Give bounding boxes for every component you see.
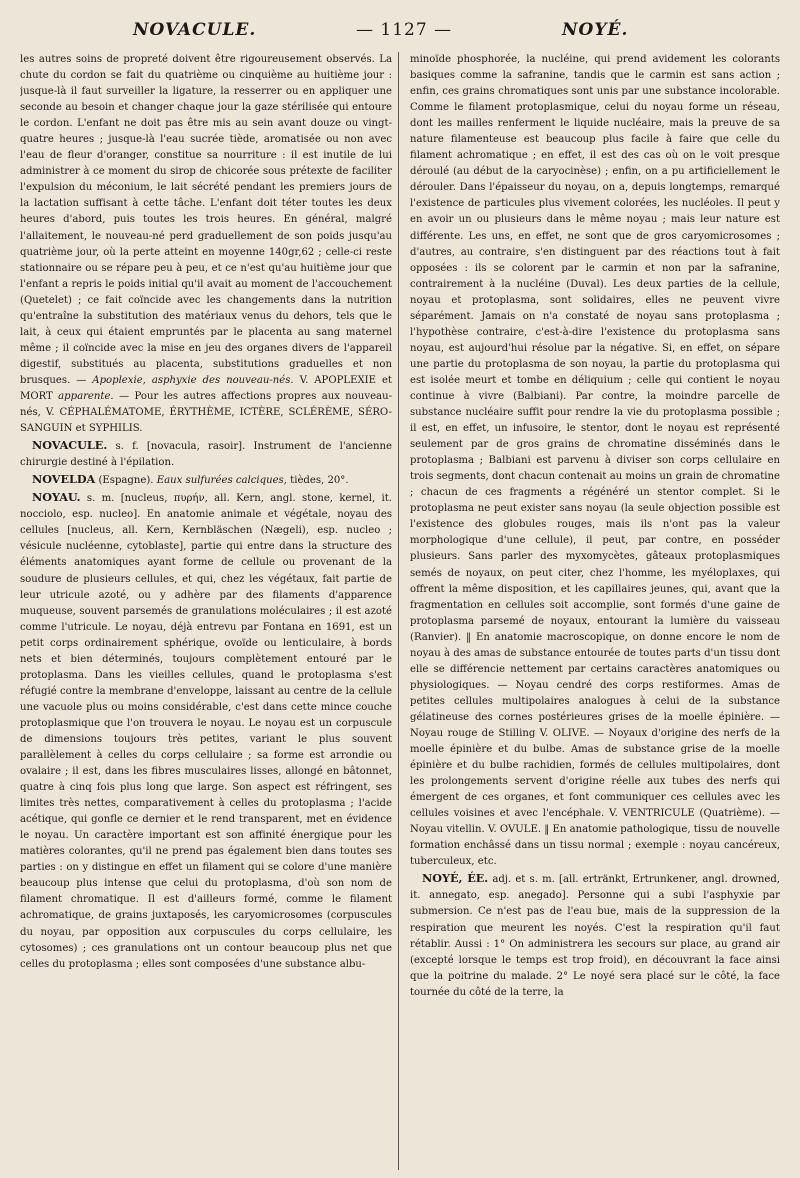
entry-novacule <box>20 437 392 471</box>
header-left-word: NOVACULE. <box>133 20 257 40</box>
page-header <box>0 20 800 48</box>
noyau-continuation: minoïde phosphorée, la nucléine, qui prend avidement les colorants basiques comme la safranine, tandis que le carmin est sans action ; enfin, ces grains chromatiques sont unis par une substance incolorable. Comme le filament protoplasmique, celui du noyau forme un réseau, dont les mailles renferment le liquide nucléaire, mais la preuve de sa nature filamenteuse est beaucoup plus facile à faire que celle du filament achromatique ; en effet, il est des cas où on le voit presque déroulé (au début de la caryocinèse) ; enfin, on a pu artificiellement le dérouler. Dans l'épaisseur du noyau, on a, depuis longtemps, remarqué l'existence de particules plus vivement colorées, les nucléoles. Il peut y en avoir un ou plusieurs dans le même noyau ; mais leur nature est différente. Les uns, en effet, ne sont que de gros caryomicrosomes ; d'autres, au contraire, s'en distinguent par des réactions tout à fait opposées : ils se colorent par le carmin et non par la safranine, contrairement à la nucléine (Duval). Les deux parties de la cellule, noyau et protoplasma, sont solidaires, elles ne peuvent vivre séparément. Jamais on n'a constaté de noyau sans protoplasma ; l'hypothèse contraire, c'est-à-dire l'existence du protoplasma sans noyau, est aujourd'hui résolue par la négative. Si, en effet, on sépare une partie du protoplasma de son noyau, la partie du protoplasma qui est isolée meurt et tombe en déliquium ; celle qui contient le noyau continue à vivre (Balbiani). Par contre, la moindre parcelle de substance nucléaire suffit pour rendre la vie du protoplasma possible ; il est, en effet, un infusoire, le stentor, dont le noyau est représenté seulement par de gros grains de chromatine disséminés dans le protoplasma ; Balbiani est parvenu à diviser son corps cellulaire en trois segments, dont chacun contenait au moins un grain de chromatine ; chacun de ces fragments a régénéré un stentor complet. Si le protoplasma ne peut exister sans noyau (la seule objection possible est l'existence des globules rouges, mais ils n'ont pas la valeur morphologique d'une cellule), il peut, par contre, en posséder plusieurs. Sans parler des myxomycètes, gâteaux protoplasmiques semés de noyaux, on peut citer, chez l'homme, les myéloplaxes, qui offrent la même disposition, et les capillaires jeunes, qui, avant que la fragmentation en cellules soit accomplie, sont formés d'une gaine de protoplasma parsemé de noyaux, entourant la lumière du vaisseau (Ranvier). ‖ En anatomie macroscopique, on donne encore le nom de noyau à des amas de substance entourée de toutes parts d'un tissu dont elle se différencie nettement par certains caractères anatomiques ou physiologiques. — Noyau cendré des corps restiformes. Amas de petites cellules multipolaires analogues à celui de la substance gélatineuse des cornes postérieures grises de la moelle épinière. — Noyau rouge de Stilling V. OLIVE. — Noyaux d'origine des nerfs de la moelle épinière et du bulbe. Amas de substance grise de la moelle épinière et du bulbe rachidien, formés de cellules multipolaires, dont les prolongements servent d'origine réelle aux tubes des nerfs qui émergent de ces organes, et font communiquer ces cellules avec les cellules voisines et avec l'encéphale. V. VENTRICULE (Quatrième). — Noyau vitellin. V. OVULE. ‖ En anatomie pathologique, tissu de nouvelle formation enchâssé dans un tissu normal ; exemple : noyau cancéreux, tuberculeux, etc. <box>410 54 780 868</box>
page-number: — 1127 — <box>356 20 453 40</box>
entry-noyau <box>20 489 392 972</box>
newborn-care-paragraph <box>20 52 392 437</box>
text-columns <box>18 52 782 1170</box>
right-column <box>410 52 780 1170</box>
header-right-word: NOYÉ. <box>562 20 629 40</box>
column-divider <box>398 52 399 1170</box>
novelda-location: (Espagne). <box>98 475 154 487</box>
apoplexie-italic: Apoplexie, asphyxie des nouveau-nés. <box>92 374 294 386</box>
affections-ref: — Pour les autres affections propres aux nouveau-nés, V. CÉPHALÉMATOME, ÉRYTHÈME, ICTÈRE, SCLÉRÈME, SÉRO-SANGUIN et SYPHILIS. <box>20 390 392 435</box>
novelda-temp: tièdes, 20°. <box>290 475 349 487</box>
headword-novelda: NOVELDA <box>32 472 96 487</box>
headword-novacule: NOVACULE. <box>32 438 108 453</box>
newborn-care-text: les autres soins de propreté doivent être rigoureusement observés. La chute du cordon se fait du quatrième ou cinquième au huitième jour : jusque-là il faut surveiller la ligature, la resserrer ou en appliquer une seconde au besoin et changer chaque jour la gaze stérilisée qui entoure le cordon. L'enfant ne doit pas être mis au sein avant douze ou vingt-quatre heures ; jusque-là l'eau sucrée tiède, aromatisée ou non avec l'eau de fleur d'oranger, constitue sa nourriture : il est inutile de lui administrer à ce moment du sirop de chicorée sous prétexte de faciliter l'expulsion du méconium, le lait sécrété pendant les premiers jours de la lactation suffisant à cette tâche. L'enfant doit téter toutes les deux heures d'abord, puis toutes les trois heures. En général, malgré l'allaitement, le nouveau-né perd graduellement de son poids jusqu'au quatrième jour, où la perte atteint en moyenne 140gr,62 ; celle-ci reste stationnaire ou se répare peu à peu, et ce n'est qu'au huitième jour que l'enfant a repris le poids initial qu'il avait au moment de l'accouchement (Quetelet) ; ce fait coïncide avec les changements dans la nutrition qu'entraîne la substitution des matériaux venus du dehors, tels que le lait, à ceux qui étaient empruntés par le placenta au sang maternel même ; il coïncide avec la mise en jeu des organes divers de l'appareil digestif, substitués au placenta, substitutions graduelles et non brusques. — <box>20 54 392 386</box>
apparente-italic: apparente. <box>58 390 114 402</box>
entry-novelda <box>20 471 392 489</box>
entry-noye <box>410 870 780 1000</box>
headword-noye: NOYÉ, ÉE. <box>422 871 489 886</box>
novacule-definition: s. f. [novacula, rasoir]. Instrument de l'ancienne chirurgie destiné à l'épilation. <box>20 441 392 469</box>
left-column <box>20 52 392 1170</box>
apoplexie-ref: V. APOPLEXIE et MORT <box>20 374 392 402</box>
headword-noyau: NOYAU. <box>32 490 81 505</box>
noye-definition: adj. et s. m. [all. ertränkt, Ertrunkener, angl. drowned, it. annegato, esp. anegado]. Personne qui a subi l'asphyxie par submersion. Ce n'est pas de l'eau bue, mais de la suppression de la respiration que meurent les noyés. C'est la respiration qu'il faut rétablir. Aussi : 1° On administrera les secours sur place, au grand air (excepté lorsque le temps est trop froid), en découvrant la face ainsi que la poitrine du malade. 2° Le noyé sera placé sur le côté, la face tournée du côté de la terre, la <box>410 874 780 998</box>
novelda-italic: Eaux sulfurées calciques, <box>156 475 287 487</box>
noyau-definition: s. m. [nucleus, πυρήν, all. Kern, angl. stone, kernel, it. nocciolo, esp. nucleo]. En anatomie animale et végétale, noyau des cellules [nucleus, all. Kern, Kernbläschen (Nægeli), esp. nucleo ; vésicule nucléenne, cytoblaste], partie qui entre dans la structure des éléments anatomiques ayant forme de cellule ou provenant de la soudure de plusieurs cellules, et qui, chez les végétaux, fait partie de leur utricule azoté, ou y adhère par des filaments d'apparence muqueuse, souvent parsemés de granulations moléculaires ; il est azoté comme l'utricule. Le noyau, déjà entrevu par Fontana en 1691, est un petit corps ordinairement sphérique, ovoïde ou lenticulaire, à bords nets et bien déterminés, toujours complètement entouré par le protoplasma. Dans les vieilles cellules, quand le protoplasma s'est réfugié contre la membrane d'enveloppe, laissant au centre de la cellule une vacuole plus ou moins considérable, c'est dans cette mince couche protoplasmique que l'on trouvera le noyau. Le noyau est un corpuscule de dimensions toujours très petites, variant le plus souvent parallèlement à celles du corps cellulaire ; sa forme est arrondie ou ovalaire ; il est, dans les fibres musculaires lisses, allongé en bâtonnet, quatre à cinq fois plus long que large. Son aspect est réfringent, ses limites très nettes, comparativement à celles du protoplasma ; l'acide acétique, qui gonfle ce dernier et le rend transparent, met en évidence le noyau. Un caractère important est son affinité énergique pour les matières colorantes, qu'il ne prend pas également bien dans toutes ses parties : on y distingue en effet un filament qui se colore d'une manière beaucoup plus intense que celui du protoplasma, d'où son nom de filament chromatique. Il est d'ailleurs formé, comme le filament achromatique, de grains juxtaposés, les caryomicrosomes (corpuscules du noyau, par opposition aux corpuscules du corps cellulaire, les cytosomes) ; ces granulations ont un contour beaucoup plus net que celles du protoplasma ; elles sont composées d'une substance albu- <box>20 493 392 970</box>
